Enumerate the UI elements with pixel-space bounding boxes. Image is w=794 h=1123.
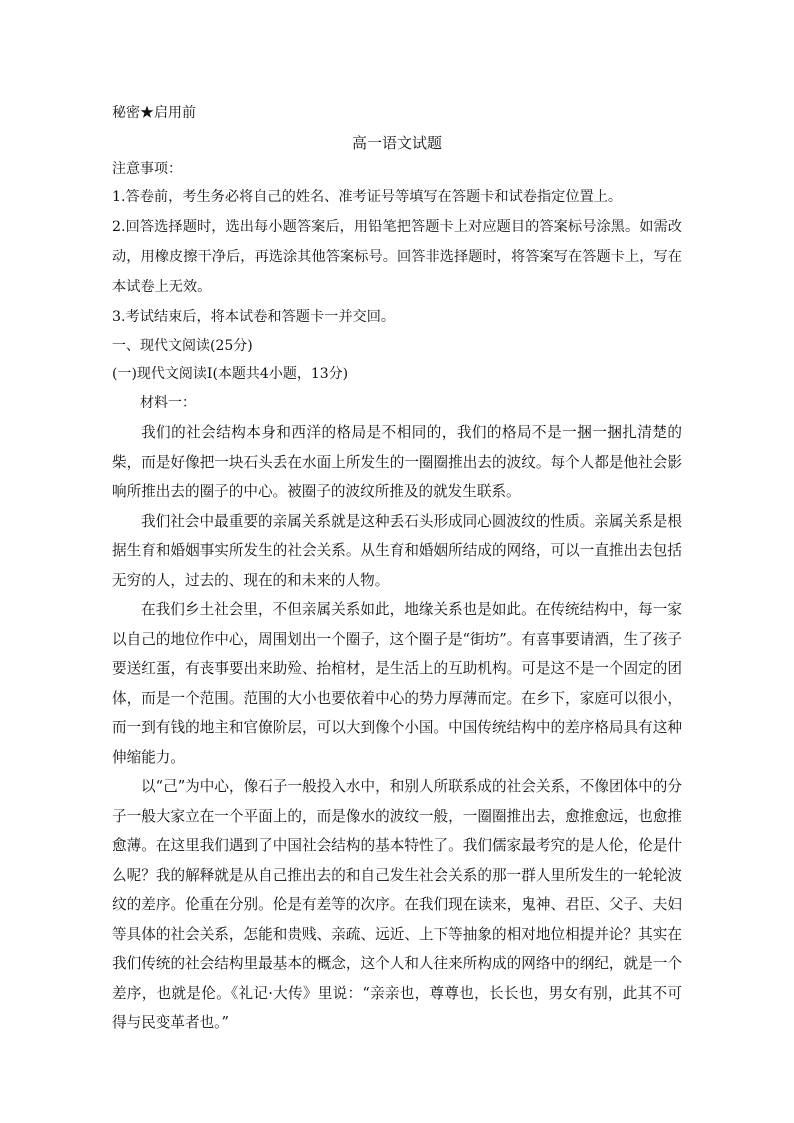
section-heading: 一、现代文阅读(25分)	[112, 338, 253, 354]
notice-item-1: 1.答卷前，考生务必将自己的姓名、准考证号等填写在答题卡和试卷指定位置上。	[112, 189, 623, 205]
exam-page	[112, 100, 682, 1038]
paragraph-4: 以“己”为中心，像石子一般投入水中，和别人所联系成的社会关系，不像团体中的分子一般大家立在一个平面上的，而是像水的波纹一般，一圈圈推出去，愈推愈远，也愈推愈薄。在这里我们遇到了中国社会结构的基本特性了。我们儒家最考究的是人伦，伦是什么呢？我的解释就是从自己推出去的和自己发生社会关系的那一群人里所发生的一轮轮波纹的差序。伦重在分别。伦是有差等的次序。在我们现在读来，鬼神、君臣、父子、夫妇等具体的社会关系，怎能和贵贱、亲疏、远近、上下等抽象的相对地位相提并论？其实在我们传统的社会结构里最基本的概念，这个人和人往来所构成的网络中的纲纪，就是一个差序，也就是伦。《礼记·大传》里说：“亲亲也，尊尊也，长长也，男女有别，此其不可得与民变革者也。”	[112, 778, 682, 1031]
paragraph-2: 我们社会中最重要的亲属关系就是这种丢石头形成同心圆波纹的性质。亲属关系是根据生育和婚姻事实所发生的社会关系。从生育和婚姻所结成的网络，可以一直推出去包括无穷的人，过去的、现在的和未来的人物。	[112, 512, 682, 589]
section-subheading: (一)现代文阅读I(本题共4小题，13分)	[112, 366, 349, 382]
notice-heading: 注意事项：	[112, 161, 182, 177]
material-label: 材料一：	[140, 395, 196, 411]
notice-item-3: 3.考试结束后，将本试卷和答题卡一并交回。	[112, 309, 396, 325]
exam-title: 高一语文试题	[351, 134, 442, 152]
notice-item-2: 2.回答选择题时，选出每小题答案后，用铅笔把答题卡上对应题目的答案标号涂黑。如需改动，用橡皮擦干净后，再选涂其他答案标号。回答非选择题时，将答案写在答题卡上，写在本试卷上无效。	[112, 219, 682, 295]
paragraph-1: 我们的社会结构本身和西洋的格局是不相同的，我们的格局不是一捆一捆扎清楚的柴，而是好像把一块石头丢在水面上所发生的一圈圈推出去的波纹。每个人都是他社会影响所推出去的圈子的中心。被圈子的波纹所推及的就发生联系。	[112, 424, 682, 500]
secret-label: 秘密★启用前	[112, 105, 196, 121]
paragraph-3: 在我们乡土社会里，不但亲属关系如此，地缘关系也是如此。在传统结构中，每一家以自己的地位作中心，周围划出一个圈子，这个圈子是“街坊”。有喜事要请酒，生了孩子要送红蛋，有丧事要出来助殓、抬棺材，是生活上的互助机构。可是这不是一个固定的团体，而是一个范围。范围的大小也要依着中心的势力厚薄而定。在乡下，家庭可以很小，而一到有钱的地主和官僚阶层，可以大到像个小国。中国传统结构中的差序格局具有这种伸缩能力。	[112, 601, 682, 766]
